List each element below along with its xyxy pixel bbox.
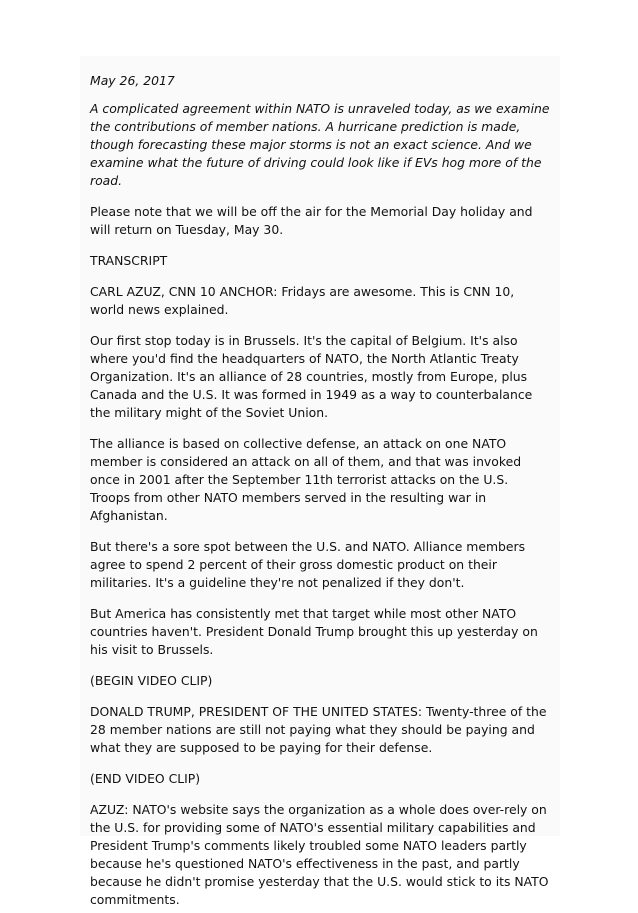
transcript-paragraph: But America has consistently met that target while most other NATO countries haven't. President Donald Trump brought this up yesterday on his visit to Brussels. — [90, 606, 538, 657]
transcript-paragraph: The alliance is based on collective defense, an attack on one NATO member is considered an attack on all of them, and that was invoked once in 2001 after the September 11th terrorist attacks on the U.S. Troops from other NATO members served in the resulting war in Afghanistan. — [90, 436, 522, 523]
date: May 26, 2017 — [90, 73, 175, 88]
transcript-paragraph: CARL AZUZ, CNN 10 ANCHOR: Fridays are awesome. This is CNN 10, world news explained. — [90, 284, 515, 317]
transcript-paragraph: (END VIDEO CLIP) — [90, 771, 201, 786]
transcript-paragraph: Our first stop today is in Brussels. It's the capital of Belgium. It's also where you'd find the headquarters of NATO, the North Atlantic Treaty Organization. It's an alliance of 28 countries, mostly from Europe, plus Canada and the U.S. It was formed in 1949 as a way to counterbalance the military might of the Soviet Union. — [90, 333, 533, 420]
transcript-paragraph: But there's a sore spot between the U.S. and NATO. Alliance members agree to spend 2 percent of their gross domestic product on their militaries. It's a guideline they're not penalized if they don't. — [90, 539, 526, 590]
transcript-paragraph: DONALD TRUMP, PRESIDENT OF THE UNITED STATES: Twenty-three of the 28 member nations are still not paying what they should be paying and what they are supposed to be paying for their defense. — [90, 704, 547, 755]
schedule-note: Please note that we will be off the air for the Memorial Day holiday and will return on Tuesday, May 30. — [90, 204, 533, 237]
episode-summary: A complicated agreement within NATO is unraveled today, as we examine the contributions of member nations. A hurricane prediction is made, though forecasting these major storms is not an exact science. And we examine what the future of driving could look like if EVs hog more of the road. — [90, 101, 550, 188]
transcript-paragraph: AZUZ: NATO's website says the organization as a whole does over-rely on the U.S. for providing some of NATO's essential military capabilities and President Trump's comments likely troubled some NATO leaders partly because he's questioned NATO's effectiveness in the past, and partly because he didn't promise yesterday that the U.S. would stick to its NATO commitments. — [90, 802, 549, 907]
transcript-paragraph: (BEGIN VIDEO CLIP) — [90, 673, 213, 688]
transcript-page — [80, 56, 560, 907]
transcript-heading: TRANSCRIPT — [90, 253, 168, 268]
